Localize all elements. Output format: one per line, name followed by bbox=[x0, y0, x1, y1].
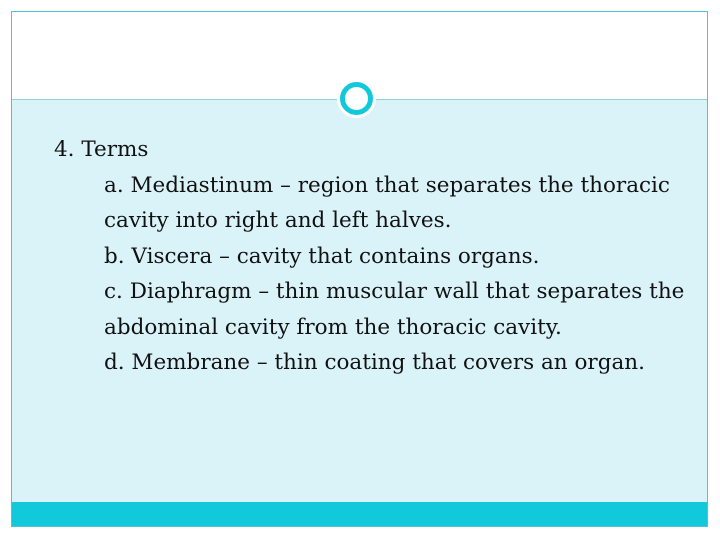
slide bbox=[11, 11, 708, 527]
term-list bbox=[54, 168, 699, 381]
bottom-accent-band bbox=[12, 502, 707, 526]
term-diaphragm: c. Diaphragm – thin muscular wall that separates the abdominal cavity from the thoracic cavity. bbox=[104, 279, 685, 340]
term-mediastinum: a. Mediastinum – region that separates the thoracic cavity into right and left halves. bbox=[104, 172, 670, 233]
term-viscera: b. Viscera – cavity that contains organs. bbox=[104, 243, 540, 269]
ring-ornament-icon bbox=[340, 82, 373, 115]
section-heading: 4. Terms bbox=[54, 137, 149, 162]
term-membrane: d. Membrane – thin coating that covers an organ. bbox=[104, 350, 645, 375]
slide-body bbox=[54, 132, 699, 381]
